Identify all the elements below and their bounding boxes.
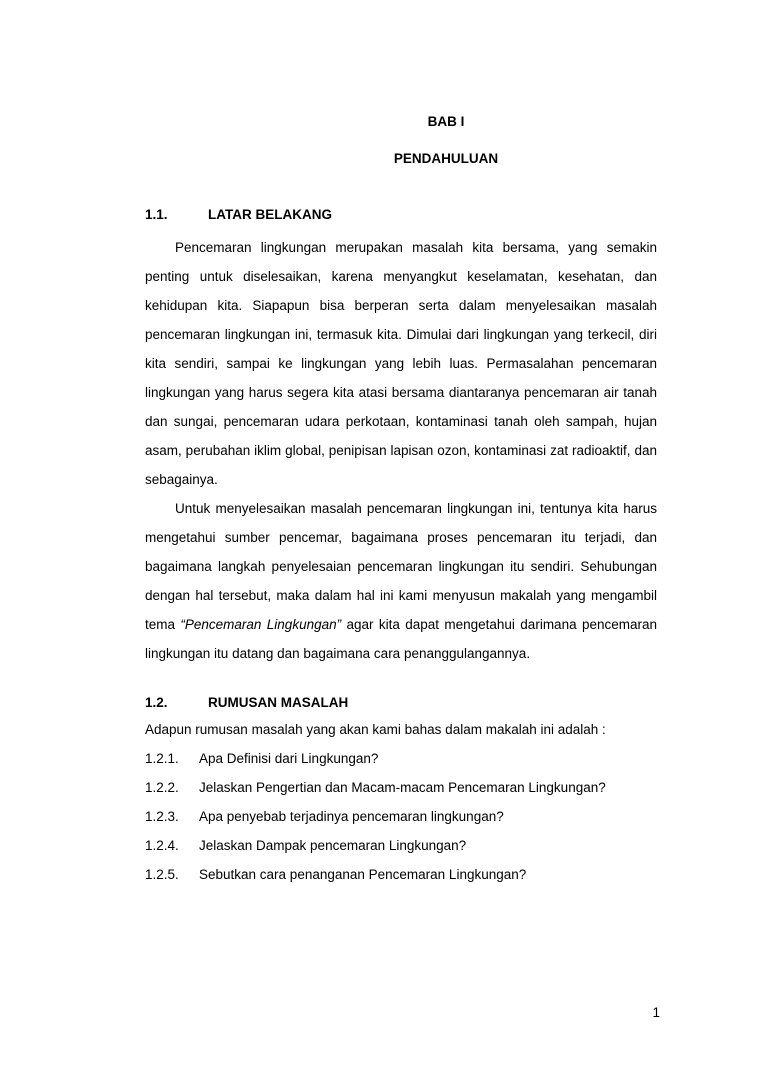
page-content bbox=[145, 108, 657, 889]
list-item-number: 1.2.2. bbox=[145, 780, 179, 795]
list-item bbox=[145, 802, 657, 831]
section-number: 1.1. bbox=[145, 207, 168, 222]
list-intro: Adapun rumusan masalah yang akan kami bahas dalam makalah ini adalah : bbox=[145, 722, 606, 737]
list-item-number: 1.2.3. bbox=[145, 809, 179, 824]
list-item-text: Apa penyebab terjadinya pencemaran lingkungan? bbox=[199, 809, 504, 824]
section-title: LATAR BELAKANG bbox=[208, 207, 332, 222]
list-item-text: Jelaskan Pengertian dan Macam-macam Pencemaran Lingkungan? bbox=[199, 780, 606, 795]
list-item bbox=[145, 744, 657, 773]
theme-title: “Pencemaran Lingkungan” bbox=[180, 617, 342, 632]
list-item-number: 1.2.4. bbox=[145, 838, 179, 853]
list-item bbox=[145, 831, 657, 860]
paragraph-2 bbox=[145, 494, 657, 668]
section-title: RUMUSAN MASALAH bbox=[208, 695, 349, 710]
list-item-number: 1.2.5. bbox=[145, 867, 179, 882]
list-item-text: Sebutkan cara penanganan Pencemaran Lingkungan? bbox=[199, 867, 527, 882]
page-number: 1 bbox=[652, 1005, 660, 1020]
list-item bbox=[145, 773, 657, 802]
section-heading-rumusan-masalah bbox=[145, 691, 657, 715]
list-item-text: Jelaskan Dampak pencemaran Lingkungan? bbox=[199, 838, 467, 853]
paragraph-2-part-1: Untuk menyelesaikan masalah pencemaran lingkungan ini, tentunya kita harus mengetahui sumber pencemar, bagaimana proses pencemaran itu terjadi, dan bagaimana langkah penyelesaian pencemaran lingkungan itu sendiri. Sehubungan dengan hal tersebut, maka dalam hal ini kami menyusun makalah yang mengambil tema bbox=[145, 501, 657, 632]
list-item-number: 1.2.1. bbox=[145, 751, 179, 766]
list-item-text: Apa Definisi dari Lingkungan? bbox=[199, 751, 379, 766]
paragraph-2-part-2: agar kita dapat mengetahui darimana pencemaran lingkungan itu datang dan bagaimana cara penanggulangannya. bbox=[145, 617, 657, 661]
paragraph-1: Pencemaran lingkungan merupakan masalah kita bersama, yang semakin penting untuk diselesaikan, karena menyangkut keselamatan, kesehatan, dan kehidupan kita. Siapapun bisa berperan serta dalam menyelesaikan masalah pencemaran lingkungan ini, termasuk kita. Dimulai dari lingkungan yang terkecil, diri kita sendiri, sampai ke lingkungan yang lebih luas. Permasalahan pencemaran lingkungan yang harus segera kita atasi bersama diantaranya pencemaran air tanah dan sungai, pencemaran udara perkotaan, kontaminasi tanah oleh sampah, hujan asam, perubahan iklim global, penipisan lapisan ozon, kontaminasi zat radioaktif, dan sebagainya. bbox=[145, 240, 657, 487]
section-heading-latar-belakang bbox=[145, 203, 657, 227]
chapter-label: BAB I bbox=[427, 114, 465, 129]
list-item bbox=[145, 860, 657, 889]
section-number: 1.2. bbox=[145, 695, 168, 710]
chapter-title: PENDAHULUAN bbox=[393, 151, 499, 166]
